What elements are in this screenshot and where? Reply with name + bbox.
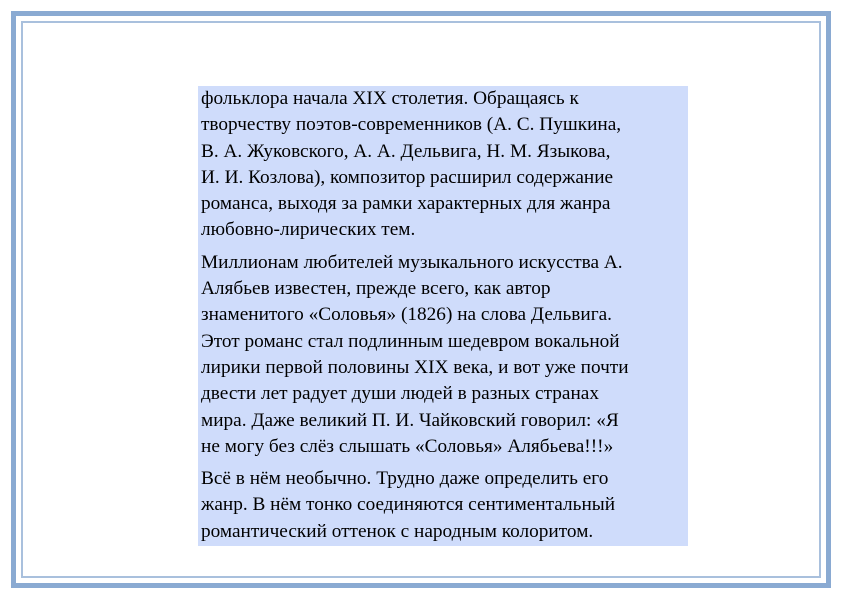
text-line: фольклора начала XIX столетия. Обращаясь к: [201, 88, 579, 109]
text-line: знаменитого «Соловья» (1826) на слова Дельвига.: [201, 304, 613, 326]
text-line: Алябьев известен, прежде всего, как автор: [201, 278, 551, 300]
text-line: лирики первой половины XIX века, и вот уже почти: [201, 356, 629, 378]
text-line: Миллионам любителей музыкального искусства А.: [201, 251, 623, 273]
text-line: творчеству поэтов-современников (А. С. Пушкина,: [201, 114, 622, 136]
paragraph-2: [201, 250, 684, 460]
text-line: И. И. Козлова), композитор расширил содержание: [201, 166, 614, 188]
text-line: Всё в нём необычно. Трудно даже определить его: [201, 468, 609, 490]
text-content-block: [198, 86, 688, 546]
text-line: романтический оттенок с народным колоритом.: [201, 520, 594, 542]
text-line: В. А. Жуковского, А. А. Дельвига, Н. М. Языкова,: [201, 140, 611, 162]
text-line: мира. Даже великий П. И. Чайковский говорил: «Я: [201, 409, 619, 431]
text-line: Этот романс стал подлинным шедевром вокальной: [201, 330, 620, 352]
text-line: двести лет радует души людей в разных странах: [201, 383, 599, 405]
paragraph-1: [201, 86, 684, 244]
text-line: любовно-лирических тем.: [201, 219, 416, 241]
text-line: романса, выходя за рамки характерных для жанра: [201, 193, 611, 215]
text-line: не могу без слёз слышать «Соловья» Алябьева!!!»: [201, 435, 614, 457]
paragraph-3: [201, 466, 684, 545]
text-line: жанр. В нём тонко соединяются сентиментальный: [201, 494, 616, 516]
